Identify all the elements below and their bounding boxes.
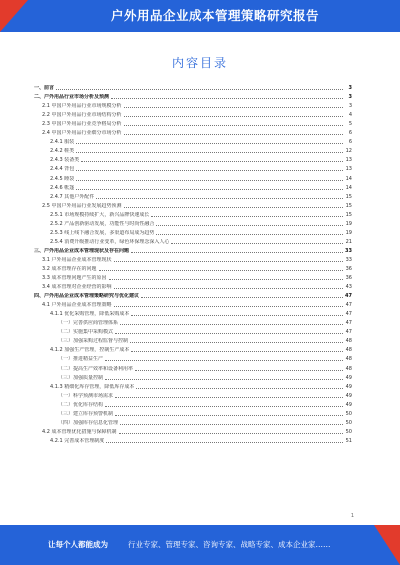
toc-entry[interactable] xyxy=(34,426,352,435)
toc-dot-leader xyxy=(56,88,343,90)
toc-entry[interactable] xyxy=(34,127,352,136)
toc-entry[interactable] xyxy=(34,182,352,191)
toc-dot-leader xyxy=(114,287,343,289)
toc-entry-page: 49 xyxy=(345,383,352,390)
toc-dot-leader xyxy=(115,332,343,334)
toc-dot-leader xyxy=(115,414,343,416)
toc-entry-title: 3.1 户外用品企业成本管理现状 xyxy=(42,256,112,263)
toc-entry-title: 2.5.4 消费升级推动行业变革，绿色环保理念深入人心 xyxy=(50,238,170,245)
toc-dot-leader xyxy=(115,396,343,398)
toc-entry-page: 14 xyxy=(345,175,352,182)
toc-entry-title: （一）推进精益生产 xyxy=(58,356,104,363)
toc-heading: 内容目录 xyxy=(171,56,228,70)
toc-dot-leader xyxy=(76,179,343,181)
toc-entry-page: 48 xyxy=(345,347,352,354)
toc-entry-title: （一）完善供应商管理体系 xyxy=(58,320,119,327)
toc-entry-page: 3 xyxy=(348,85,352,92)
toc-entry[interactable] xyxy=(34,290,352,299)
report-title: 户外用品企业成本管理策略研究报告 xyxy=(110,8,319,23)
toc-entry-page: 3 xyxy=(348,103,352,110)
toc-entry-page: 14 xyxy=(345,184,352,191)
toc-entry[interactable] xyxy=(34,100,352,109)
toc-entry[interactable] xyxy=(34,390,352,399)
toc-entry-title: 4.1.2 加强生产管理，控制生产成本 xyxy=(50,347,130,354)
toc-entry-page: 33 xyxy=(345,256,352,263)
toc-entry-page: 49 xyxy=(345,374,352,381)
toc-entry-page: 15 xyxy=(345,211,352,218)
toc-entry[interactable] xyxy=(34,136,352,145)
toc-dot-leader xyxy=(130,341,343,343)
toc-entry[interactable] xyxy=(34,163,352,172)
toc-dot-leader xyxy=(76,169,343,171)
toc-entry-title: 2.4.2 鞋类 xyxy=(50,148,75,155)
toc-entry-page: 47 xyxy=(345,293,352,300)
page-number: 1 xyxy=(350,513,354,519)
toc-dot-leader xyxy=(109,278,343,280)
toc-entry-page: 48 xyxy=(345,338,352,345)
toc-dot-leader xyxy=(96,197,343,199)
toc-entry-page: 21 xyxy=(345,238,352,245)
toc-entry-title: 2.4.5 睡袋 xyxy=(50,175,75,182)
toc-entry-title: 2.5 中国户外用品行业发展趋势预测 xyxy=(42,202,122,209)
toc-entry-title: （二）提高生产效率和设备利用率 xyxy=(58,365,134,372)
toc-entry-page: 3 xyxy=(348,94,352,101)
toc-entry-page: 19 xyxy=(345,229,352,236)
toc-entry[interactable] xyxy=(34,200,352,209)
toc-entry[interactable] xyxy=(34,381,352,390)
footer-slogan-roles: 行业专家、管理专家、咨询专家、战略专家、成本企业家…… xyxy=(128,540,331,549)
toc-dot-leader xyxy=(105,405,343,407)
toc-entry-page: 36 xyxy=(345,275,352,282)
toc-dot-leader xyxy=(119,432,343,434)
toc-entry[interactable] xyxy=(34,227,352,236)
toc-entry-title: （三）加强质量控制 xyxy=(58,374,104,381)
report-footer xyxy=(0,525,400,565)
toc-entry[interactable] xyxy=(34,399,352,408)
toc-entry-page: 6 xyxy=(348,130,352,137)
toc-entry[interactable] xyxy=(34,317,352,326)
toc-entry[interactable] xyxy=(34,91,352,100)
toc-dot-leader xyxy=(124,133,343,135)
toc-dot-leader xyxy=(124,115,343,117)
toc-entry-page: 50 xyxy=(345,410,352,417)
toc-entry-page: 47 xyxy=(345,311,352,318)
toc-dot-leader xyxy=(76,188,343,190)
toc-entry-title: 二、户外用品行业市场分析及预测 xyxy=(34,94,110,101)
toc-entry[interactable] xyxy=(34,236,352,245)
toc-entry-title: 4.2 成本管理优化措施与保障机制 xyxy=(42,428,117,435)
footer-red-wedge xyxy=(374,525,400,565)
toc-entry[interactable] xyxy=(34,145,352,154)
toc-entry-title: 3.3 成本管理问题产生的原因 xyxy=(42,275,107,282)
toc-entry-title: 2.5.2 产品创新驱动发展，功能性与时尚性融合 xyxy=(50,220,155,227)
toc-entry-title: 4.1.1 优化采购管理，降低采购成本 xyxy=(50,311,130,318)
toc-dot-leader xyxy=(156,224,343,226)
toc-dot-leader xyxy=(81,160,343,162)
toc-entry-title: （三）加强采购过程监督与控制 xyxy=(58,338,129,345)
toc-entry-title: 2.4.7 其他户外配件 xyxy=(50,193,95,200)
toc-entry[interactable] xyxy=(34,109,352,118)
toc-entry-page: 50 xyxy=(345,419,352,426)
toc-dot-leader xyxy=(76,142,343,144)
toc-entry-page: 47 xyxy=(345,302,352,309)
toc-entry-page: 51 xyxy=(345,437,352,444)
toc-entry[interactable] xyxy=(34,344,352,353)
toc-entry-title: 4.1 户外用品企业成本管理策略 xyxy=(42,302,112,309)
toc-entry-title: 2.4 中国户外用品行业细分市场分析 xyxy=(42,130,122,137)
toc-entry[interactable] xyxy=(34,209,352,218)
toc-dot-leader xyxy=(141,296,343,298)
toc-entry-title: 一、前言 xyxy=(34,85,55,92)
toc-entry-title: （二）实施集中采购模式 xyxy=(58,329,114,336)
toc-entry[interactable] xyxy=(34,417,352,426)
toc-entry-title: 2.4.4 背包 xyxy=(50,166,75,173)
toc-dot-leader xyxy=(76,151,343,153)
toc-dot-leader xyxy=(131,350,343,352)
toc-entry[interactable] xyxy=(34,408,352,417)
toc-entry[interactable] xyxy=(34,353,352,362)
toc-entry-title: 2.4.6 帐篷 xyxy=(50,184,75,191)
toc-entry[interactable] xyxy=(34,172,352,181)
toc-entry-title: 2.3 中国户外用品行业竞争格局分析 xyxy=(42,121,122,128)
toc-entry-title: （三）建立库存预警机制 xyxy=(58,410,114,417)
toc-dot-leader xyxy=(114,260,343,262)
toc-entry[interactable] xyxy=(34,435,352,444)
toc-entry-page: 43 xyxy=(345,284,352,291)
toc-entry[interactable] xyxy=(34,191,352,200)
toc-dot-leader xyxy=(114,305,343,307)
report-header xyxy=(0,0,400,32)
header-red-corner xyxy=(0,0,28,32)
toc-dot-leader xyxy=(135,369,343,371)
toc-entry-page: 48 xyxy=(345,356,352,363)
toc-entry[interactable] xyxy=(34,299,352,308)
toc-entry-title: （一）科学预测市场需求 xyxy=(58,392,114,399)
table-of-contents xyxy=(34,82,352,444)
toc-entry[interactable] xyxy=(34,272,352,281)
toc-entry[interactable] xyxy=(34,82,352,91)
toc-entry-title: 2.4.3 装备类 xyxy=(50,157,80,164)
toc-dot-leader xyxy=(120,323,343,325)
toc-entry-title: （四）加强库存信息化管理 xyxy=(58,419,119,426)
toc-dot-leader xyxy=(131,251,343,253)
toc-entry-title: 2.4.1 服装 xyxy=(50,139,75,146)
toc-entry-title: 3.4 成本管理对企业经营的影响 xyxy=(42,284,112,291)
toc-dot-leader xyxy=(136,387,343,389)
toc-entry-page: 49 xyxy=(345,401,352,408)
toc-entry-page: 48 xyxy=(345,365,352,372)
toc-dot-leader xyxy=(124,206,343,208)
footer-slogan xyxy=(48,525,331,565)
toc-dot-leader xyxy=(156,233,343,235)
toc-entry[interactable] xyxy=(34,154,352,163)
toc-dot-leader xyxy=(124,106,343,108)
toc-dot-leader xyxy=(105,378,343,380)
toc-entry-page: 36 xyxy=(345,265,352,272)
toc-entry[interactable] xyxy=(34,372,352,381)
toc-entry-page: 13 xyxy=(345,166,352,173)
toc-entry[interactable] xyxy=(34,218,352,227)
toc-dot-leader xyxy=(111,97,343,99)
toc-entry[interactable] xyxy=(34,263,352,272)
toc-entry-title: 2.5.3 线上线下融合发展，多渠道布局成为趋势 xyxy=(50,229,155,236)
toc-dot-leader xyxy=(99,269,343,271)
toc-entry-page: 19 xyxy=(345,220,352,227)
toc-dot-leader xyxy=(124,124,343,126)
toc-entry-title: 2.5.1 市场规模持续扩大，新兴品牌快速成长 xyxy=(50,211,150,218)
toc-entry-page: 6 xyxy=(348,139,352,146)
toc-entry-page: 47 xyxy=(345,329,352,336)
toc-dot-leader xyxy=(105,359,343,361)
toc-entry-page: 47 xyxy=(345,320,352,327)
toc-entry-page: 15 xyxy=(345,202,352,209)
toc-entry-title: （二）优化库存结构 xyxy=(58,401,104,408)
toc-entry[interactable] xyxy=(34,118,352,127)
toc-entry-page: 4 xyxy=(348,112,352,119)
toc-entry[interactable] xyxy=(34,326,352,335)
toc-entry[interactable] xyxy=(34,254,352,263)
toc-entry-page: 15 xyxy=(345,193,352,200)
toc-entry-title: 四、户外用品企业成本管理策略研究与优化建议 xyxy=(34,293,140,300)
toc-entry-page: 13 xyxy=(345,157,352,164)
toc-dot-leader xyxy=(151,215,343,217)
footer-slogan-lead: 让每个人都能成为 xyxy=(48,540,108,549)
toc-entry[interactable] xyxy=(34,281,352,290)
toc-dot-leader xyxy=(120,423,343,425)
toc-entry-page: 49 xyxy=(345,392,352,399)
toc-entry[interactable] xyxy=(34,362,352,371)
toc-dot-leader xyxy=(131,314,343,316)
toc-entry-title: 4.2.1 完善成本管理制度 xyxy=(50,437,105,444)
toc-entry[interactable] xyxy=(34,308,352,317)
toc-entry-title: 三、户外用品企业成本管理现状及存在问题 xyxy=(34,247,130,254)
toc-entry-title: 2.1 中国户外用品行业市场规模分析 xyxy=(42,103,122,110)
toc-dot-leader xyxy=(171,242,343,244)
toc-entry-title: 3.2 成本管理存在的问题 xyxy=(42,265,97,272)
toc-entry-page: 33 xyxy=(345,247,352,254)
toc-entry-title: 2.2 中国户外用品行业市场结构分析 xyxy=(42,112,122,119)
toc-dot-leader xyxy=(106,441,343,443)
toc-entry-page: 12 xyxy=(345,148,352,155)
toc-entry-title: 4.1.3 精细化库存管理，降低库存成本 xyxy=(50,383,135,390)
toc-entry[interactable] xyxy=(34,245,352,254)
toc-entry[interactable] xyxy=(34,335,352,344)
toc-entry-page: 50 xyxy=(345,428,352,435)
toc-entry-page: 5 xyxy=(348,121,352,128)
